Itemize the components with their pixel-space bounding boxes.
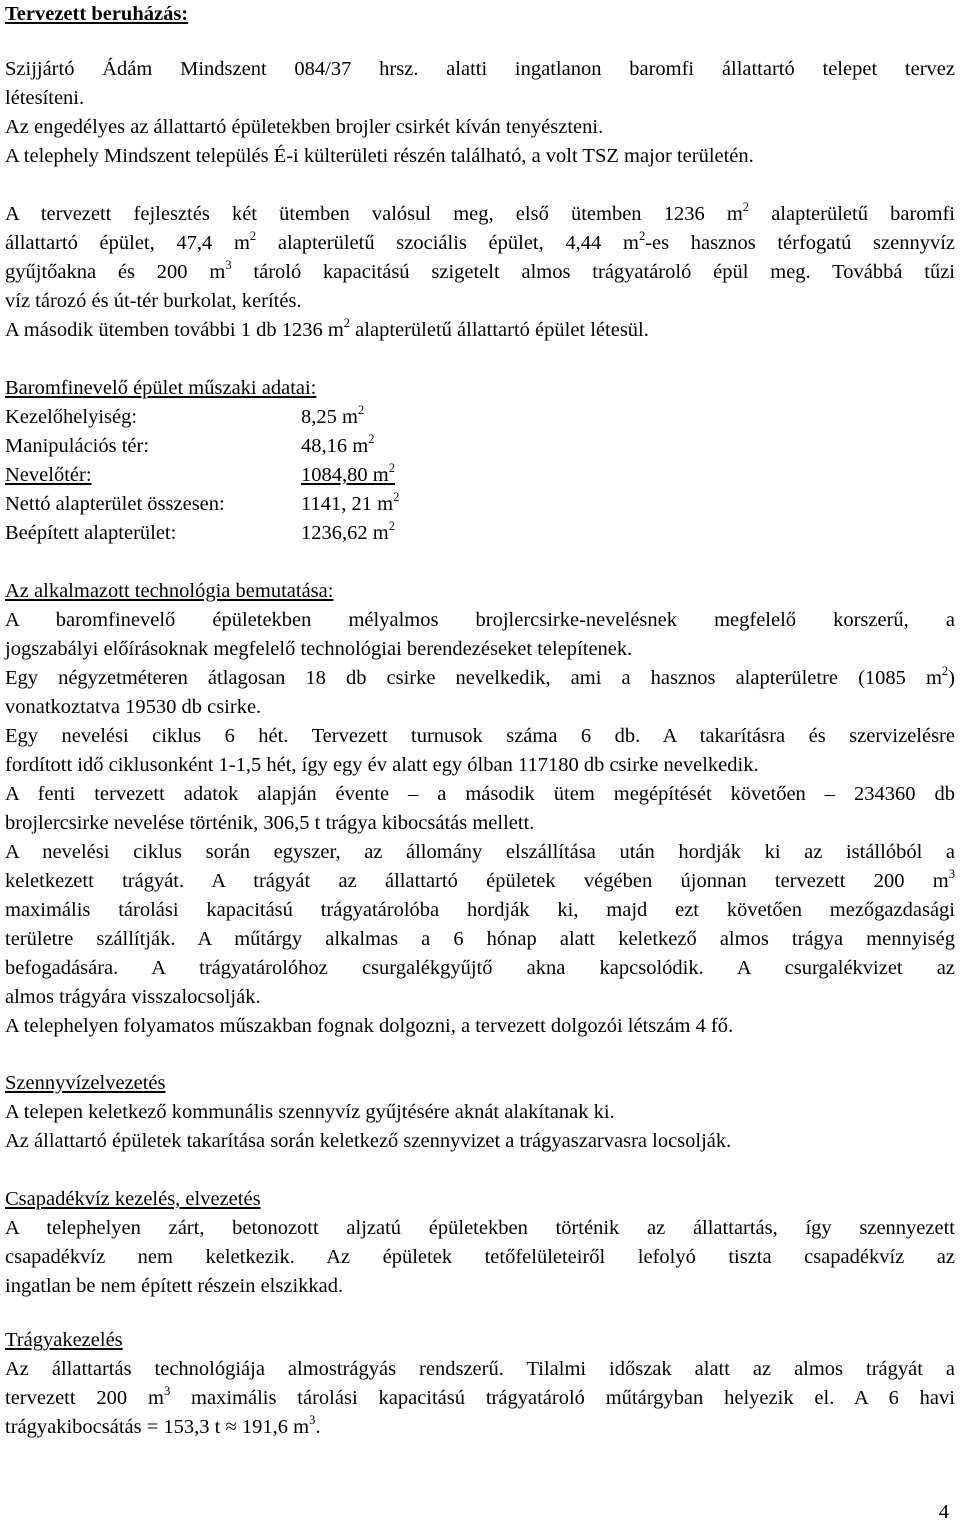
development-line: A tervezett fejlesztés két ütemben valósul meg, első ütemben 1236 $m^2$ alapterületű baromfi <box>5 200 955 225</box>
specs-heading: Baromfinevelő épület műszaki adatai: <box>5 377 317 399</box>
spec-label: Manipulációs tér: <box>5 435 150 457</box>
spec-value: 1084,80 $m^2$ <box>301 461 395 486</box>
spec-row <box>5 519 955 548</box>
development-line: gyűjtőakna és 200 $m^3$ tároló kapacitású szigetelt almos trágyatároló épül meg. Továbbá tűzi <box>5 258 955 283</box>
technology-line: brojlercsirke nevelése történik, 306,5 t trágya kibocsátás mellett. <box>5 812 535 834</box>
intro-line: Szijjártó Ádám Mindszent 084/37 hrsz. alatti ingatlanon baromfi állattartó telepet tervez <box>5 58 955 80</box>
technology-line: maximális tárolási kapacitású trágyatárolóba hordják ki, majd ezt követően mezőgazdasági <box>5 899 955 921</box>
technology-line: A fenti tervezett adatok alapján évente – a második ütem megépítését követően – 234360 db <box>5 783 955 805</box>
technology-line: befogadására. A trágyatárolóhoz csurgalékgyűjtő akna kapcsolódik. A csurgalékvizet az <box>5 957 955 979</box>
wastewater-heading: Szennyvízelvezetés <box>5 1072 166 1094</box>
technology-line: almos trágyára visszalocsolják. <box>5 986 261 1008</box>
spec-row <box>5 432 955 461</box>
intro-line: A telephely Mindszent település É-i külterületi részén található, a volt TSZ major területén. <box>5 145 754 167</box>
technology-line: Egy négyzetméteren átlagosan 18 db csirke nevelkedik, ami a hasznos alapterületre (1085 $m^2$) <box>5 664 955 689</box>
manure-line: trágyakibocsátás = 153,3 t ≈ 191,6 $m^3$. <box>5 1413 321 1438</box>
rainwater-block <box>5 1185 955 1301</box>
technology-line: vonatkoztatva 19530 db csirke. <box>5 696 262 718</box>
rainwater-heading: Csapadékvíz kezelés, elvezetés <box>5 1188 261 1210</box>
technology-line: területre szállítják. A műtárgy alkalmas a 6 hónap alatt keletkező almos trágya mennyiség <box>5 928 955 950</box>
manure-line: Az állattartás technológiája almostrágyás rendszerű. Tilalmi időszak alatt az almos trágyát a <box>5 1358 955 1380</box>
spec-value: 48,16 $m^2$ <box>301 432 375 457</box>
intro-line: Az engedélyes az állattartó épületekben brojler csirkét kíván tenyészteni. <box>5 116 604 138</box>
spec-label: Beépített alapterület: <box>5 522 177 544</box>
spec-value: 1236,62 $m^2$ <box>301 519 395 544</box>
development-line: víz tározó és út-tér burkolat, kerítés. <box>5 290 302 312</box>
technology-line: A nevelési ciklus során egyszer, az állomány elszállítása után hordják ki az istállóból a <box>5 841 955 863</box>
spec-row <box>5 461 955 490</box>
technology-line: keletkezett trágyát. A trágyát az állattartó épületek végében újonnan tervezett 200 $m^3$ <box>5 867 955 892</box>
technology-line: A telephelyen folyamatos műszakban fognak dolgozni, a tervezett dolgozói létszám 4 fő. <box>5 1015 734 1037</box>
spec-label: Nevelőtér: <box>5 464 92 486</box>
section-title: Tervezett beruházás: <box>5 3 189 25</box>
wastewater-line: A telepen keletkező kommunális szennyvíz gyűjtésére aknát alakítanak ki. <box>5 1101 615 1123</box>
development-line: állattartó épület, 47,4 $m^2$ alapterületű szociális épület, 4,44 $m^2-es$ hasznos térfogatú szennyvíz <box>5 229 955 254</box>
wastewater-block <box>5 1069 955 1156</box>
development-block <box>5 200 955 345</box>
intro-block <box>5 55 955 171</box>
spec-value: 8,25 $m^2$ <box>301 403 365 428</box>
specs-table <box>5 403 955 548</box>
technology-line: A baromfinevelő épületekben mélyalmos brojlercsirke-nevelésnek megfelelő korszerű, a <box>5 609 955 631</box>
spec-value: 1141, 21 $m^2$ <box>301 490 400 515</box>
development-line: A második ütemben további 1 db 1236 $m^2$ alapterületű állattartó épület létesül. <box>5 316 649 341</box>
spec-row <box>5 490 955 519</box>
spec-row <box>5 403 955 432</box>
manure-block <box>5 1326 955 1442</box>
technology-line: jogszabályi előírásoknak megfelelő technológiai berendezéseket telepítenek. <box>5 638 633 660</box>
technology-block <box>5 577 955 1041</box>
specs-block <box>5 374 955 548</box>
page-number: 4 <box>938 1501 949 1523</box>
technology-line: Egy nevelési ciklus 6 hét. Tervezett turnusok száma 6 db. A takarításra és szervizelésre <box>5 725 955 747</box>
intro-line: létesíteni. <box>5 87 85 109</box>
spec-label: Kezelőhelyiség: <box>5 406 138 428</box>
technology-line: fordított idő ciklusonként 1-1,5 hét, így egy év alatt egy ólban 117180 db csirke nevelkedik. <box>5 754 759 776</box>
rainwater-line: csapadékvíz nem keletkezik. Az épületek tetőfelületeiről lefolyó tiszta csapadékvíz az <box>5 1246 955 1268</box>
wastewater-line: Az állattartó épületek takarítása során keletkező szennyvizet a trágyaszarvasra locsolják. <box>5 1130 732 1152</box>
manure-heading: Trágyakezelés <box>5 1329 123 1351</box>
spec-label: Nettó alapterület összesen: <box>5 493 225 515</box>
manure-line: tervezett 200 $m^3$ maximális tárolási kapacitású trágyatároló műtárgyban helyezik el. A 6 havi <box>5 1384 955 1409</box>
rainwater-line: A telephelyen zárt, betonozott aljzatú épületekben történik az állattartás, így szennyezett <box>5 1217 955 1239</box>
technology-heading: Az alkalmazott technológia bemutatása: <box>5 580 334 602</box>
rainwater-line: ingatlan be nem épített részein elszikkad. <box>5 1275 344 1297</box>
